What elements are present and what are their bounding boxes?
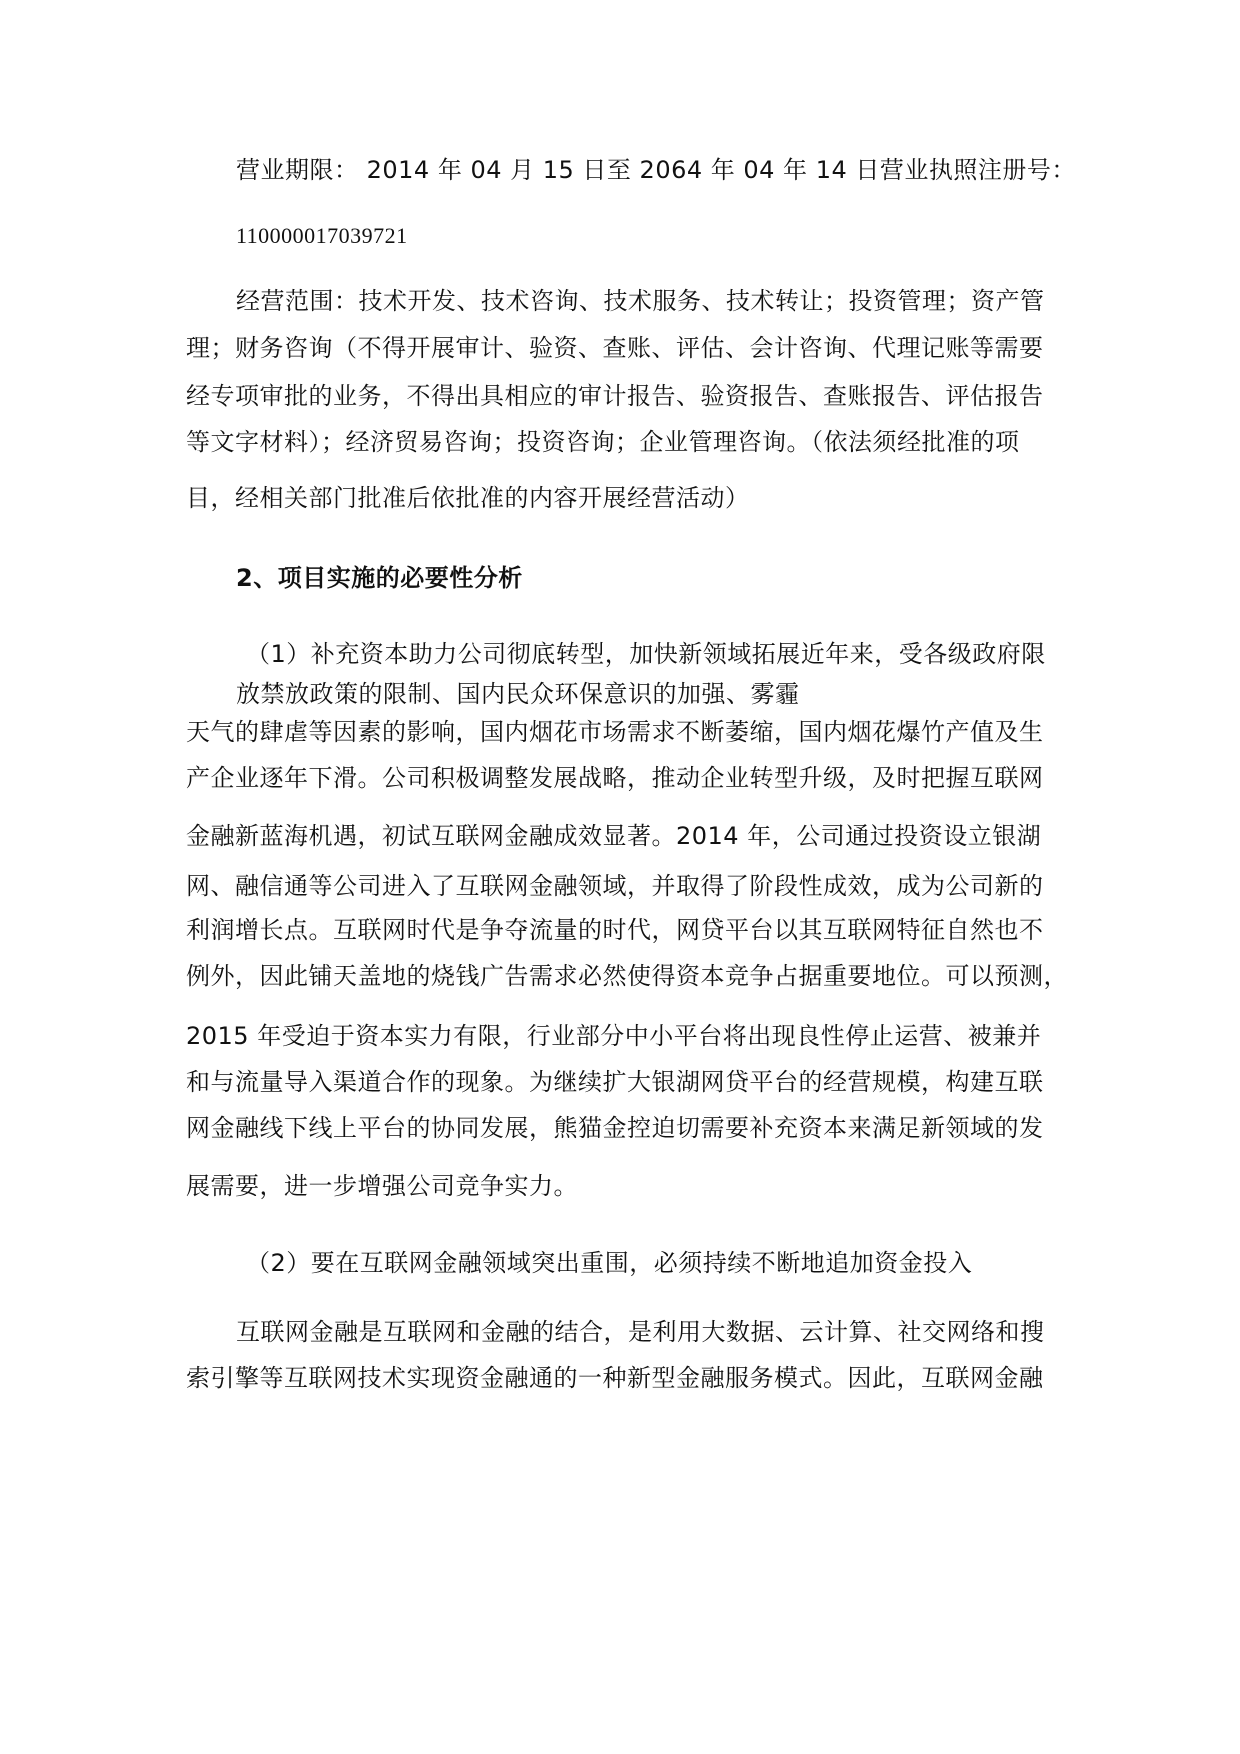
paragraph-1-line-7: 2015 年受迫于资本实力有限，行业部分中小平台将出现良性停止运营、被兼并: [186, 1022, 1042, 1050]
paragraph-1-line-6: 例外，因此铺天盖地的烧钱广告需求必然使得资本竞争占据重要地位。可以预测，: [186, 962, 1068, 990]
paragraph-1-line-3: 金融新蓝海机遇，初试互联网金融成效显著。2014 年，公司通过投资设立银湖: [186, 822, 1042, 850]
paragraph-1-line-2: 产企业逐年下滑。公司积极调整发展战略，推动企业转型升级，及时把握互联网: [186, 764, 1044, 792]
paragraph-1-line-1: 天气的肆虐等因素的影响，国内烟花市场需求不断萎缩，国内烟花爆竹产值及生: [186, 718, 1044, 746]
paragraph-1-line-9: 网金融线下线上平台的协同发展，熊猫金控迫切需要补充资本来满足新领域的发: [186, 1114, 1044, 1142]
subheading-2: （2）要在互联网金融领域突出重围，必须持续不断地追加资金投入: [246, 1249, 973, 1277]
business-term-line: 营业期限： 2014 年 04 月 15 日至 2064 年 04 年 14 日营业执照注册号：: [236, 156, 1076, 184]
subheading-1: （1）补充资本助力公司彻底转型，加快新领域拓展近年来，受各级政府限: [246, 640, 1046, 668]
paragraph-2-line-1: 互联网金融是互联网和金融的结合，是利用大数据、云计算、社交网络和搜: [236, 1318, 1045, 1346]
registration-number: 110000017039721: [236, 223, 408, 248]
paragraph-2-line-2: 索引擎等互联网技术实现资金融通的一种新型金融服务模式。因此，互联网金融: [186, 1364, 1044, 1392]
paragraph-1-line-10: 展需要，进一步增强公司竞争实力。: [186, 1172, 578, 1200]
section-heading: 2、项目实施的必要性分析: [236, 564, 523, 592]
business-scope-line-5: 目，经相关部门批准后依批准的内容开展经营活动）: [186, 484, 750, 512]
subheading-1-continued: 放禁放政策的限制、国内民众环保意识的加强、雾霾: [236, 680, 800, 708]
business-scope-line-2: 理；财务咨询（不得开展审计、验资、查账、评估、会计咨询、代理记账等需要: [186, 334, 1044, 362]
paragraph-1-line-8: 和与流量导入渠道合作的现象。为继续扩大银湖网贷平台的经营规模，构建互联: [186, 1068, 1044, 1096]
business-scope-line-1: 经营范围：技术开发、技术咨询、技术服务、技术转让；投资管理；资产管: [236, 287, 1045, 315]
business-scope-line-3: 经专项审批的业务，不得出具相应的审计报告、验资报告、查账报告、评估报告: [186, 382, 1044, 410]
paragraph-1-line-4: 网、融信通等公司进入了互联网金融领域，并取得了阶段性成效，成为公司新的: [186, 872, 1044, 900]
paragraph-1-line-5: 利润增长点。互联网时代是争夺流量的时代，网贷平台以其互联网特征自然也不: [186, 916, 1044, 944]
business-scope-line-4: 等文字材料）；经济贸易咨询；投资咨询；企业管理咨询。（依法须经批准的项: [186, 428, 1020, 456]
